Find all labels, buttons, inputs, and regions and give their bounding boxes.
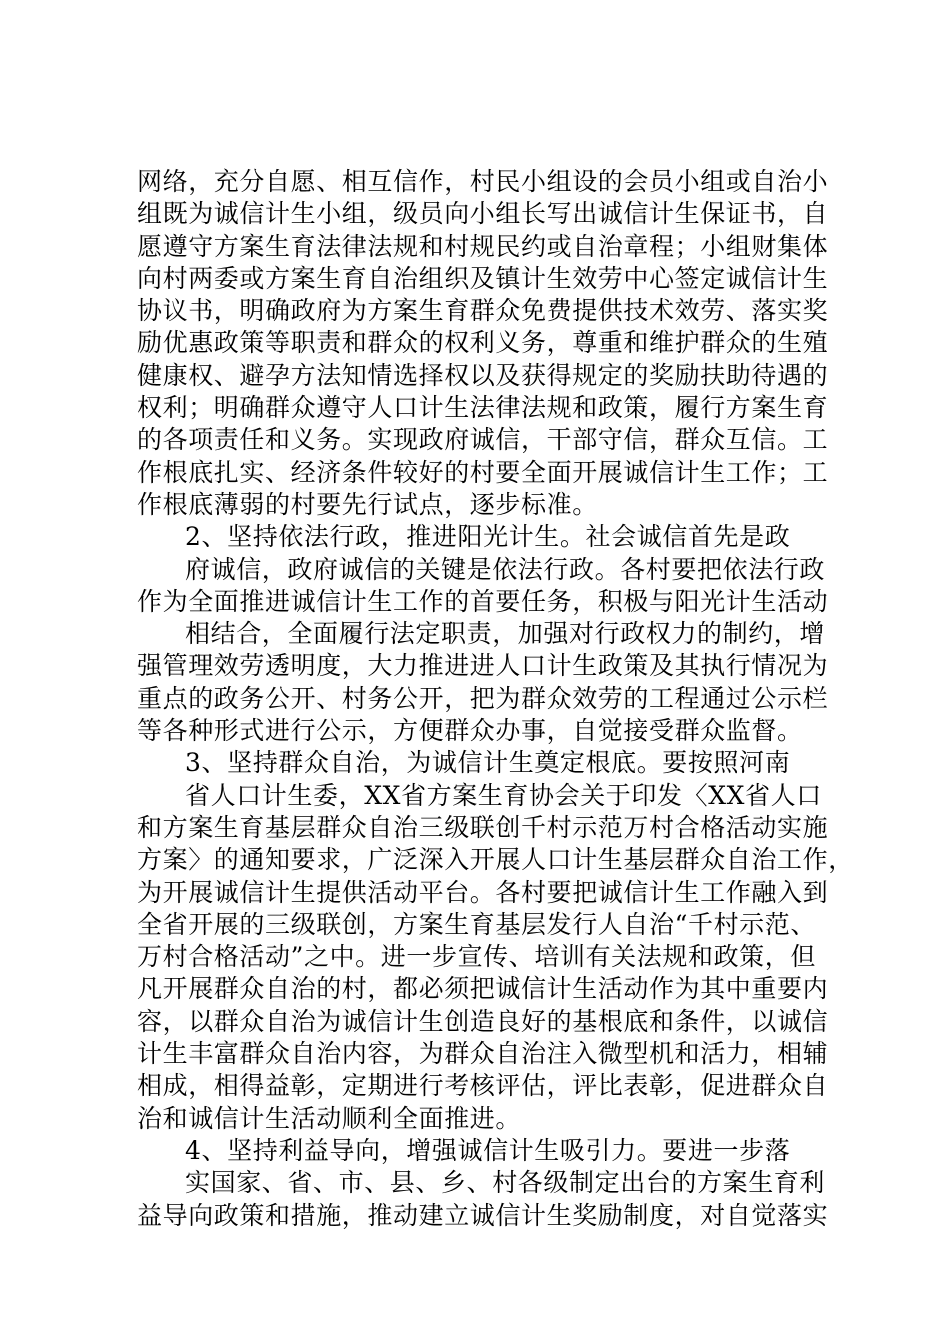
text-line: 重点的政务公开、村务公开，把为群众效劳的工程通过公示栏 bbox=[137, 683, 829, 713]
text-line: 全省开展的三级联创，方案生育基层发行人自治“千村示范、 bbox=[137, 909, 816, 939]
text-line: 2、坚持依法行政，推进阳光计生。社会诚信首先是政 bbox=[185, 522, 791, 552]
text-line: 强管理效劳透明度，大力推进进人口计生政策及其执行情况为 bbox=[137, 651, 829, 681]
text-line: 凡开展群众自治的村，都必须把诚信计生活动作为其中重要内 bbox=[137, 974, 829, 1004]
text-line: 相结合，全面履行法定职责，加强对行政权力的制约，增 bbox=[185, 619, 826, 649]
text-line: 等各种形式进行公示，方便群众办事，自觉接受群众监督。 bbox=[137, 716, 803, 746]
text-line: 省人口计生委，XX省方案生育协会关于印发〈XX省人口 bbox=[185, 780, 822, 810]
text-line: 协议书，明确政府为方案生育群众免费提供技术效劳、落实奖 bbox=[137, 296, 829, 326]
text-line: 计生丰富群众自治内容，为群众自治注入微型机和活力，相辅 bbox=[137, 1039, 829, 1069]
text-line: 相成，相得益彰，定期进行考核评估，评比表彰，促进群众自 bbox=[137, 1071, 829, 1101]
text-line: 作根底薄弱的村要先行试点，逐步标准。 bbox=[137, 489, 598, 519]
text-line: 容，以群众自治为诚信计生创造良好的基根底和条件，以诚信 bbox=[137, 1006, 829, 1036]
text-line: 网络，充分自愿、相互信作，村民小组设的会员小组或自治小 bbox=[137, 167, 829, 196]
text-line: 3、坚持群众自治，为诚信计生奠定根底。要按照河南 bbox=[185, 748, 791, 778]
text-line: 励优惠政策等职责和群众的权利义务，尊重和维护群众的生殖 bbox=[137, 328, 829, 358]
text-line: 向村两委或方案生育自治组织及镇计生效劳中心签定诚信计生 bbox=[137, 263, 829, 293]
text-line: 治和诚信计生活动顺利全面推进。 bbox=[137, 1103, 522, 1133]
document-body bbox=[137, 166, 854, 1232]
text-line: 府诚信，政府诚信的关键是依法行政。各村要把依法行政 bbox=[185, 554, 826, 584]
text-line: 健康权、避孕方法知情选择权以及获得规定的奖励扶助待遇的 bbox=[137, 360, 829, 390]
text-line: 万村合格活动”之中。进一步宣传、培训有关法规和政策，但 bbox=[137, 942, 816, 972]
text-line: 组既为诚信计生小组，级员向小组长写出诚信计生保证书，自 bbox=[137, 199, 829, 229]
text-line: 的各项责任和义务。实现政府诚信，干部守信，群众互信。工 bbox=[137, 425, 829, 455]
text-line: 愿遵守方案生育法律法规和村规民约或自治章程；小组财集体 bbox=[137, 231, 829, 261]
text-line: 和方案生育基层群众自治三级联创千村示范万村合格活动实施 bbox=[137, 812, 829, 842]
text-line: 实国家、省、市、县、乡、村各级制定出台的方案生育利 bbox=[185, 1168, 826, 1198]
text-line: 为开展诚信计生提供活动平台。各村要把诚信计生工作融入到 bbox=[137, 877, 829, 907]
text-line: 益导向政策和措施，推动建立诚信计生奖励制度，对自觉落实 bbox=[137, 1200, 829, 1230]
text-line: 作为全面推进诚信计生工作的首要任务，积极与阳光计生活动 bbox=[137, 586, 829, 616]
text-line: 方案〉的通知要求，广泛深入开展人口计生基层群众自治工作， bbox=[137, 845, 854, 875]
text-line: 4、坚持利益导向，增强诚信计生吸引力。要进一步落 bbox=[185, 1135, 791, 1165]
text-line: 权利；明确群众遵守人口计生法律法规和政策，履行方案生育 bbox=[137, 393, 829, 423]
text-line: 作根底扎实、经济条件较好的村要全面开展诚信计生工作；工 bbox=[137, 457, 829, 487]
